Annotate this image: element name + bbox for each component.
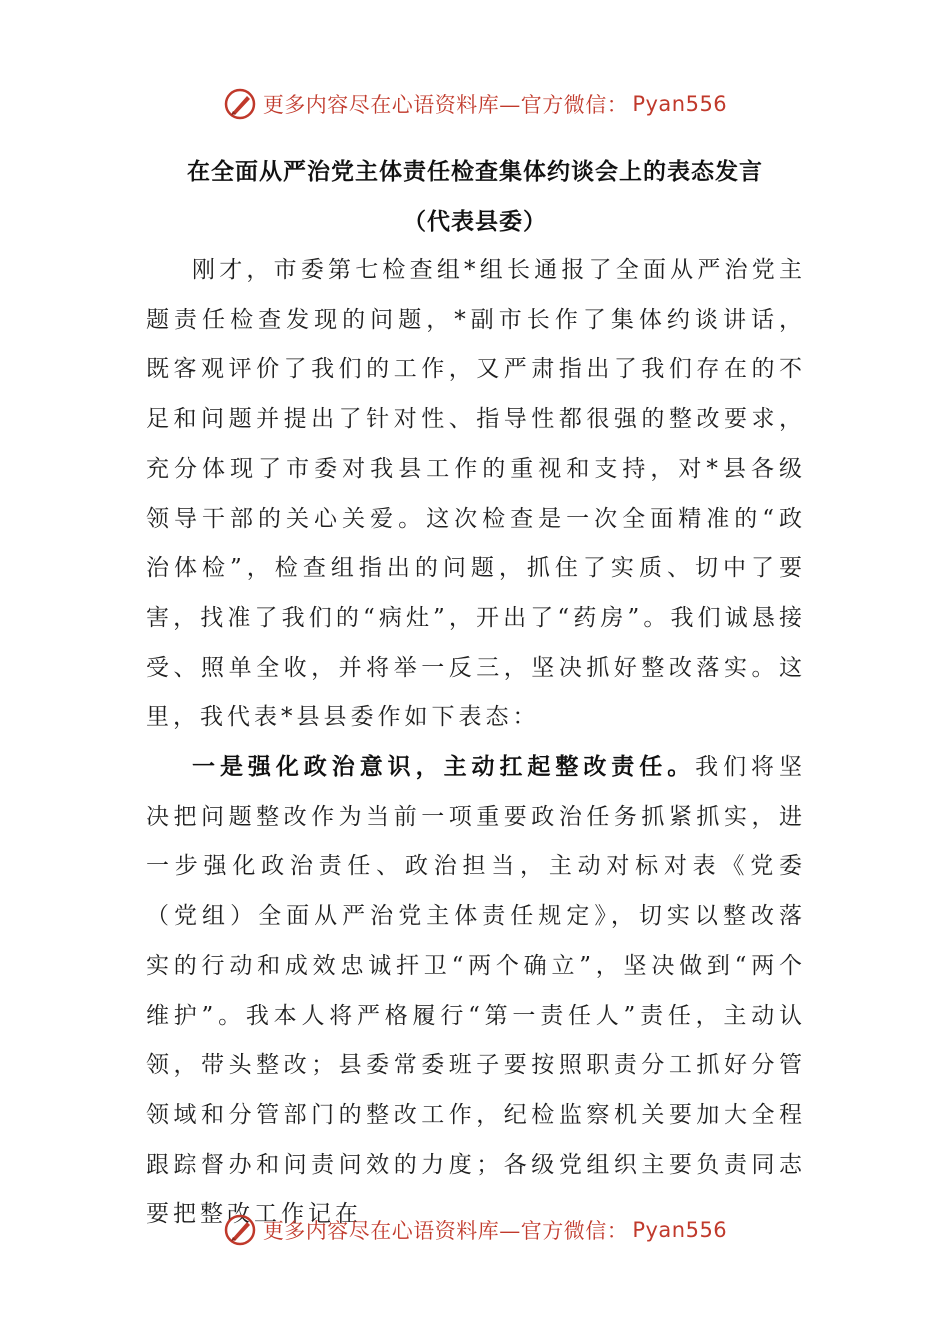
paragraph-lead: 一是强化政治意识，主动扛起整改责任。 — [192, 754, 696, 781]
watermark-text: 更多内容尽在心语资料库—官方微信： — [262, 1219, 629, 1243]
pen-logo-icon — [223, 87, 257, 121]
watermark-header — [0, 84, 950, 124]
document-subtitle: （代表县委） — [403, 209, 547, 235]
watermark-wechat-id: Pyan556 — [632, 1218, 728, 1242]
watermark-footer — [0, 1210, 950, 1250]
watermark-text: 更多内容尽在心语资料库—官方微信： — [262, 93, 629, 117]
paragraph — [146, 246, 806, 743]
paragraph-text: 刚才，市委第七检查组*组长通报了全面从严治党主题责任检查发现的问题，*副市长作了集体约谈讲话，既客观评价了我们的工作，又严肃指出了我们存在的不足和问题并提出了针对性、指导性都很强的整改要求，充分体现了市委对我县工作的重视和支持，对*县各级领导干部的关心关爱。这次检查是一次全面精准的“政治体检”，检查组指出的问题，抓住了实质、切中了要害，找准了我们的“病灶”，开出了“药房”。我们诚恳接受、照单全收，并将举一反三，坚决抓好整改落实。这里，我代表*县县委作如下表态： — [146, 257, 806, 731]
paragraph-text: 我们将坚决把问题整改作为当前一项重要政治任务抓紧抓实，进一步强化政治责任、政治担当，主动对标对表《党委（党组）全面从严治党主体责任规定》，切实以整改落实的行动和成效忠诚扞卫“两个确立”，坚决做到“两个维护”。我本人将严格履行“第一责任人”责任，主动认领，带头整改；县委常委班子要按照职责分工抓好分管领域和分管部门的整改工作，纪检监察机关要加大全程跟踪督办和问责问效的力度；各级党组织主要负责同志要把整改工作记在 — [146, 754, 807, 1228]
paragraph — [146, 743, 806, 1240]
pen-logo-icon — [223, 1213, 257, 1247]
watermark-wechat-id: Pyan556 — [632, 92, 728, 116]
document-title: 在全面从严治党主体责任检查集体约谈会上的表态发言 — [187, 159, 763, 185]
document-body — [146, 246, 806, 1240]
